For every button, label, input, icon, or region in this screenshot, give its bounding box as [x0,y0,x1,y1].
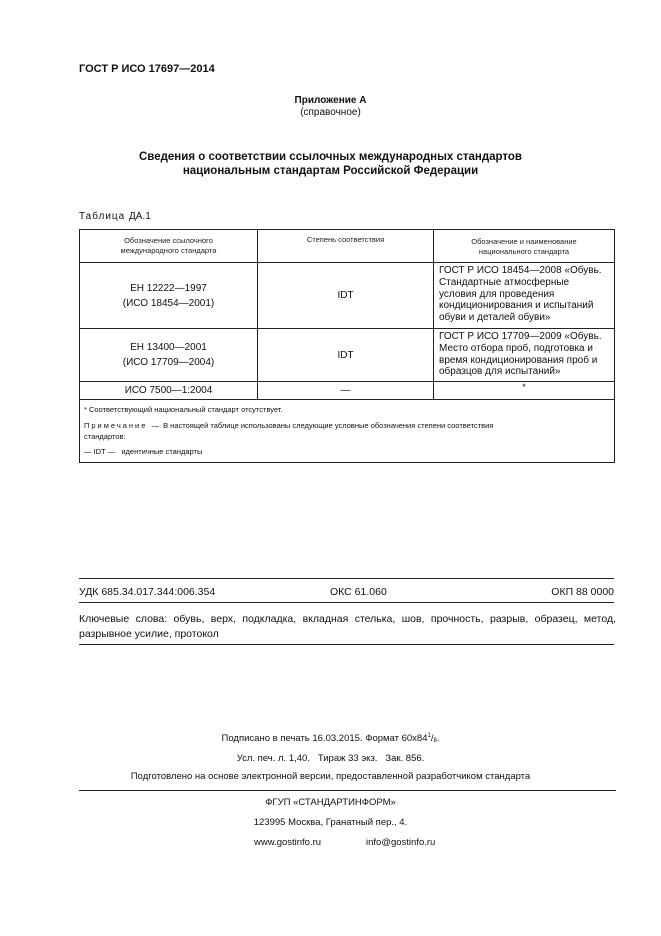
signed-for-print-text: Подписано в печать 16.03.2015. Формат 60х84 [221,733,428,744]
table-notes [80,400,615,463]
reference-standard-cell: ИСО 7500—1:2004 [80,382,258,400]
column-header-national-line-1: Обозначение и наименование [471,236,577,246]
table-caption-word: Таблица [79,211,126,222]
section-title [0,150,661,178]
national-standard-line: кондиционирования и испытаний [439,300,594,312]
table-footnote: * Соответствующий национальный стандарт отсутствует. [84,405,283,414]
national-standard-line: ГОСТ Р ИСО 18454—2008 «Обувь. [439,265,602,276]
reference-standard-iso-code: (ИСО 18454—2001) [122,297,215,309]
section-title-line-1: Сведения о соответствии ссылочных международных стандартов [138,151,522,163]
publisher-address: 123995 Москва, Гранатный пер., 4. [253,817,408,828]
column-header-degree: Степень соответствия [258,230,434,263]
reference-standard-code: ЕН 12222—1997 [130,282,207,294]
table-header-row [80,230,615,263]
document-header-code: ГОСТ Р ИСО 17697—2014 [79,63,215,75]
annex-title: Приложение А [294,95,367,106]
reference-standard-iso-code: (ИСО 17709—2004) [122,357,215,368]
imprint-bottom-divider [79,644,614,645]
column-header-reference-line-1: Обозначение ссылочного [124,236,213,245]
okp-code: ОКП 88 0000 [551,586,614,598]
reference-standard-code: ЕН 13400—2001 [130,342,207,353]
national-standard-line: Место отбора проб, подготовка и [439,342,593,354]
column-header-national-line-2: национального стандарта [478,246,570,256]
publisher-email[interactable]: info@gostinfo.ru [366,837,436,848]
publisher-website[interactable]: www.gostinfo.ru [254,837,322,848]
table-caption [79,211,151,222]
signed-for-print: Подписано в печать 16.03.2015. Формат $60х84^1/_8$. [221,733,440,744]
table-note-idt: — IDT — идентичные стандарты [84,447,203,456]
column-header-national [434,230,615,263]
national-standard-line: образцов для испытаний» [439,366,561,378]
table-note-label: Примечание — [84,421,161,430]
table-note [84,420,610,431]
format-fraction-denominator: 8 [433,738,437,744]
degree-cell: — [258,382,434,400]
national-standard-line: обуви и деталей обуви» [439,312,551,324]
table-caption-number: ДА.1 [129,211,151,222]
column-header-reference [80,230,258,263]
table-row [80,382,615,400]
column-header-reference-line-2: международного стандарта [120,246,217,255]
reference-standard-cell [80,263,258,329]
national-standard-cell [434,263,615,329]
national-standard-line: Стандартные атмосферные [439,276,570,288]
national-standard-line: время кондиционирования проб и [439,354,598,366]
table-row [80,263,615,329]
national-standard-line: условия для проведения [439,288,555,300]
format-fraction-numerator: 1 [427,733,431,739]
national-standard-line: ГОСТ Р ИСО 17709—2009 «Обувь. [439,331,602,342]
table-row [80,329,615,382]
degree-cell: IDT [258,329,434,382]
standards-correspondence-table [79,229,615,463]
prepared-note: Подготовлено на основе электронной версии, предоставленной разработчиком стандарта [130,771,531,782]
reference-standard-cell [80,329,258,382]
table-note-text-continued: стандартов: [84,432,126,441]
udk-code: УДК 685.34.017.344:006.354 [79,586,216,598]
section-title-line-2: национальным стандартам Российской Федерации [182,165,479,177]
annex-subtitle: (справочное) [300,107,361,118]
table-note-text: В настоящей таблице использованы следующие условные обозначения степени соответствия [163,421,494,430]
oks-code: ОКС 61.060 [330,586,387,598]
table-notes-row [80,400,615,463]
print-info: Усл. печ. л. 1,40. Тираж 33 экз. Зак. 856. [236,753,425,764]
publication-divider [79,790,616,791]
imprint-middle-divider [79,602,614,603]
publisher-name: ФГУП «СТАНДАРТИНФОРМ» [265,797,396,808]
degree-cell: IDT [258,263,434,329]
national-standard-cell [434,329,615,382]
keywords: Ключевые слова: обувь, верх, подкладка, вкладная стелька, шов, прочность, разрыв, образец, метод, разрывное усилие, протокол [79,613,616,640]
imprint-top-divider [79,578,614,579]
national-standard-cell: * [434,382,615,400]
